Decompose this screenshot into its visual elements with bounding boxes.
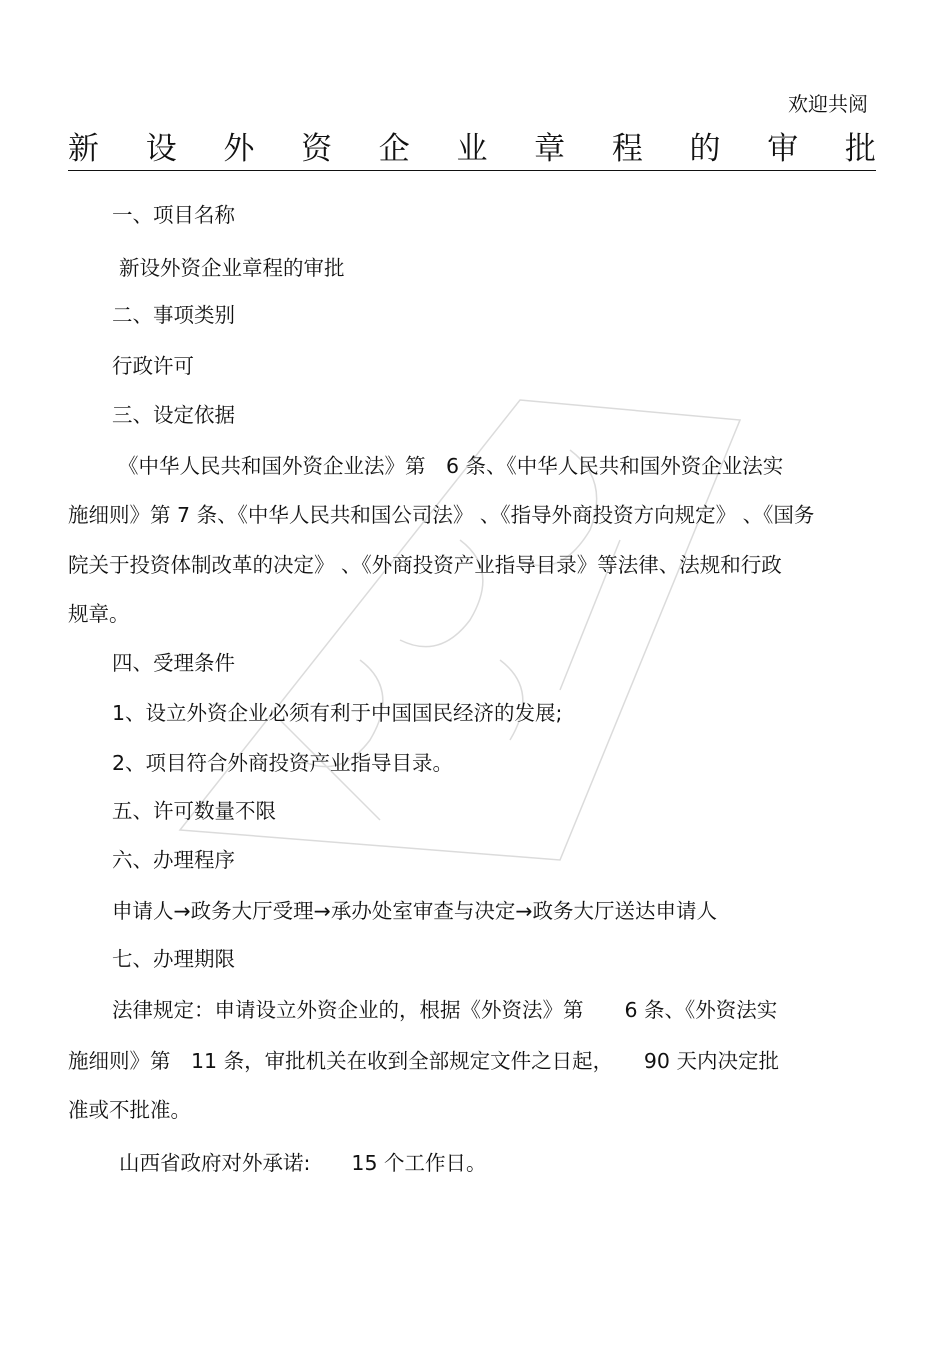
list-item: 1、设立外资企业必须有利于中国国民经济的发展;	[112, 701, 563, 725]
paragraph-line: 院关于投资体制改革的决定》 、《外商投资产业指导目录》等法律、法规和行政	[68, 553, 782, 577]
document-title	[68, 130, 876, 171]
section-heading: 五、许可数量不限	[112, 799, 276, 823]
paragraph-line: 规章。	[68, 602, 130, 626]
title-char: 资	[301, 131, 333, 167]
section-body: 新设外资企业章程的审批	[119, 256, 345, 280]
title-char: 设	[145, 131, 177, 167]
section-body: 申请人→政务大厅受理→承办处室审查与决定→政务大厅送达申请人	[112, 899, 718, 923]
title-char: 外	[223, 131, 255, 167]
paragraph-line: 准或不批准。	[68, 1098, 191, 1122]
title-char: 企	[378, 131, 410, 167]
title-char: 新	[68, 131, 99, 167]
paragraph-line: 《中华人民共和国外资企业法》第 6 条、《中华人民共和国外资企业法实	[118, 454, 784, 478]
title-char: 审	[767, 131, 799, 167]
section-body: 行政许可	[112, 354, 194, 378]
title-char: 章	[534, 131, 566, 167]
section-heading: 三、设定依据	[112, 403, 235, 427]
list-item: 2、项目符合外商投资产业指导目录。	[112, 751, 454, 775]
title-char: 程	[611, 131, 643, 167]
section-heading: 七、办理期限	[112, 947, 235, 971]
section-heading: 二、事项类别	[112, 303, 235, 327]
title-char: 业	[456, 131, 488, 167]
header-note: 欢迎共阅	[788, 92, 868, 116]
paragraph-line: 法律规定：申请设立外资企业的，根据《外资法》第 6 条、《外资法实	[112, 998, 778, 1022]
section-heading: 六、办理程序	[112, 848, 235, 872]
paragraph-line: 施细则》第 11 条，审批机关在收到全部规定文件之日起， 90 天内决定批	[68, 1049, 779, 1073]
title-char: 批	[844, 131, 876, 167]
title-char: 的	[689, 131, 721, 167]
paragraph-line: 施细则》第 7 条、《中华人民共和国公司法》 、《指导外商投资方向规定》 、《国务	[68, 503, 815, 527]
section-heading: 一、项目名称	[112, 203, 235, 227]
commitment-line: 山西省政府对外承诺: 15 个工作日。	[119, 1151, 487, 1175]
section-heading: 四、受理条件	[112, 651, 235, 675]
